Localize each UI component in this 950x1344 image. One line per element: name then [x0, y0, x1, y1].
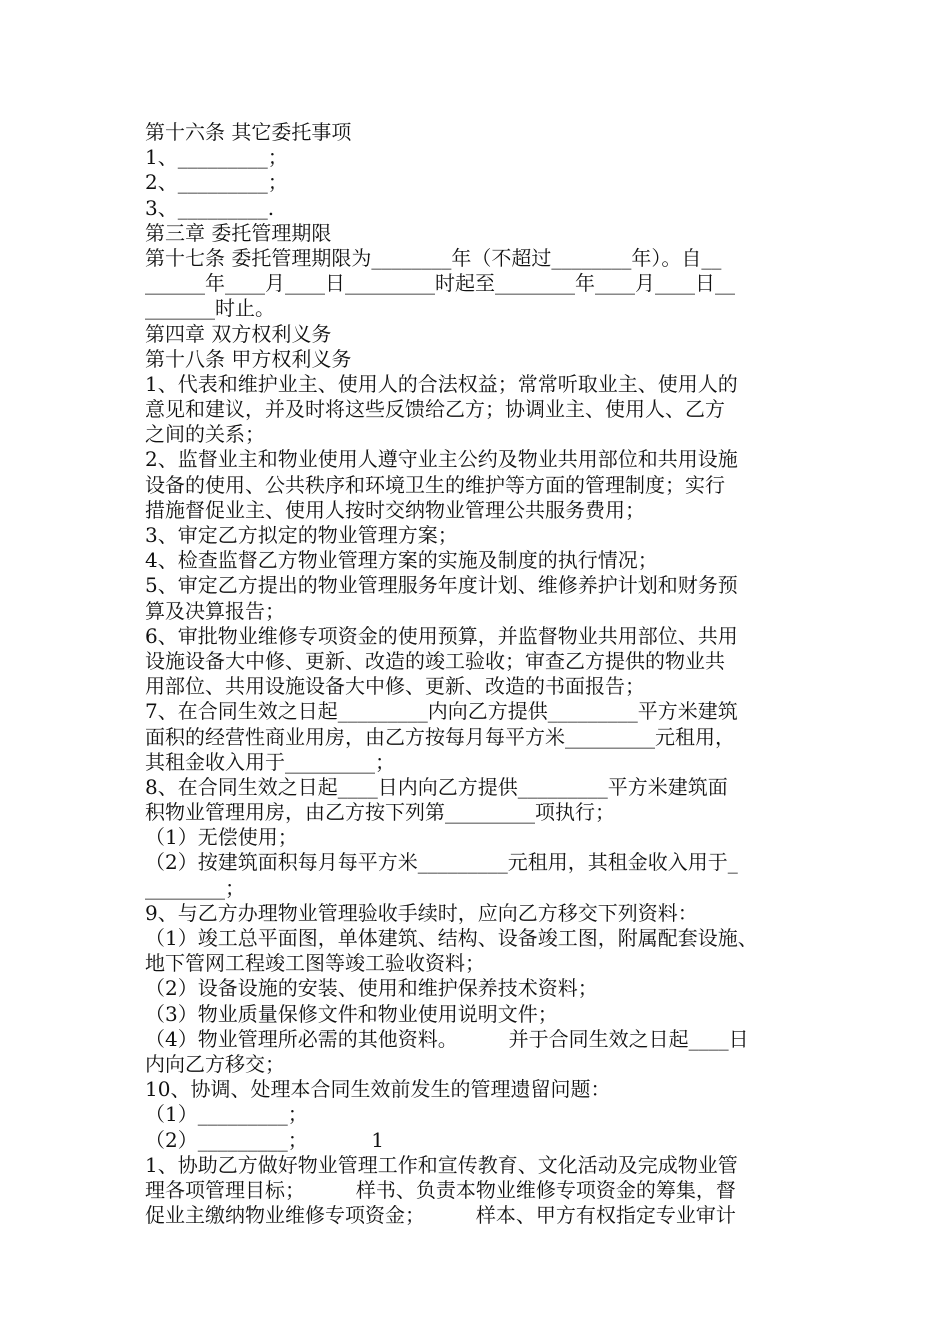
text-line: 6、审批物业维修专项资金的使用预算，并监督物业共用部位、共用	[145, 623, 738, 648]
text-line: 7、在合同生效之日起_________内向乙方提供_________平方米建筑	[145, 699, 738, 724]
text-line: 第三章 委托管理期限	[145, 220, 332, 245]
text-line: ________；	[145, 875, 245, 900]
text-line: ______年____月____日_________时起至________年____月____日__	[145, 271, 735, 296]
text-line: 理各项管理目标； 样书、负责本物业维修专项资金的筹集，督	[145, 1177, 736, 1202]
text-line: 10、协调、处理本合同生效前发生的管理遗留问题：	[145, 1077, 611, 1102]
text-line: 促业主缴纳物业维修专项资金； 样本、甲方有权指定专业审计	[145, 1203, 736, 1228]
text-line: （2）设备设施的安装、使用和维护保养技术资料；	[145, 976, 598, 1001]
text-line: （3）物业质量保修文件和物业使用说明文件；	[145, 1001, 558, 1026]
text-line: 1、代表和维护业主、使用人的合法权益；常常听取业主、使用人的	[145, 371, 738, 396]
text-line: 第十六条 其它委托事项	[145, 120, 352, 144]
text-line: （2）按建筑面积每月每平方米_________元租用，其租金收入用于_	[145, 850, 738, 875]
text-line: （2）_________； 1	[145, 1127, 385, 1152]
text-line: 设施设备大中修、更新、改造的竣工验收；审查乙方提供的物业共	[145, 648, 725, 673]
text-line: 8、在合同生效之日起____日内向乙方提供_________平方米建筑面	[145, 774, 728, 799]
text-line: （1）_________；	[145, 1102, 308, 1127]
text-line: 5、审定乙方提出的物业管理服务年度计划、维修养护计划和财务预	[145, 573, 738, 598]
text-line: 第十七条 委托管理期限为________年（不超过________年）。自__	[145, 245, 722, 270]
text-line: 2、_________；	[145, 170, 288, 195]
text-line: 算及决算报告；	[145, 598, 285, 623]
text-line: 2、监督业主和物业使用人遵守业主公约及物业共用部位和共用设施	[145, 447, 738, 472]
document-body	[145, 120, 825, 1228]
text-line: 4、检查监督乙方物业管理方案的实施及制度的执行情况；	[145, 548, 658, 573]
text-line: _______时止。	[145, 296, 275, 321]
text-line: 第四章 双方权利义务	[145, 321, 332, 346]
text-line: 9、与乙方办理物业管理验收手续时，应向乙方移交下列资料：	[145, 900, 698, 925]
text-line: （4）物业管理所必需的其他资料。 并于合同生效之日起____日	[145, 1026, 749, 1051]
text-line: 措施督促业主、使用人按时交纳物业管理公共服务费用；	[145, 497, 645, 522]
text-line: 之间的关系；	[145, 422, 265, 447]
text-line: 面积的经营性商业用房，由乙方按每月每平方米_________元租用，	[145, 724, 735, 749]
text-line: （1）竣工总平面图，单体建筑、结构、设备竣工图，附属配套设施、	[145, 926, 758, 950]
text-line: 内向乙方移交；	[145, 1051, 285, 1076]
text-line: 用部位、共用设施设备大中修、更新、改造的书面报告；	[145, 674, 645, 699]
text-line: 地下管网工程竣工图等竣工验收资料；	[145, 951, 485, 976]
text-line: 1、协助乙方做好物业管理工作和宣传教育、文化活动及完成物业管	[145, 1152, 738, 1177]
text-line: 其租金收入用于_________；	[145, 749, 395, 774]
text-line: （1）无偿使用；	[145, 825, 298, 850]
text-line: 3、审定乙方拟定的物业管理方案；	[145, 523, 458, 547]
text-line: 1、_________；	[145, 145, 288, 170]
text-line: 第十八条 甲方权利义务	[145, 346, 352, 371]
text-line: 3、_________.	[145, 195, 275, 220]
text-line: 设备的使用、公共秩序和环境卫生的维护等方面的管理制度；实行	[145, 472, 725, 497]
text-line: 积物业管理用房，由乙方按下列第_________项执行；	[145, 800, 615, 825]
text-line: 意见和建议，并及时将这些反馈给乙方；协调业主、使用人、乙方	[145, 397, 725, 422]
